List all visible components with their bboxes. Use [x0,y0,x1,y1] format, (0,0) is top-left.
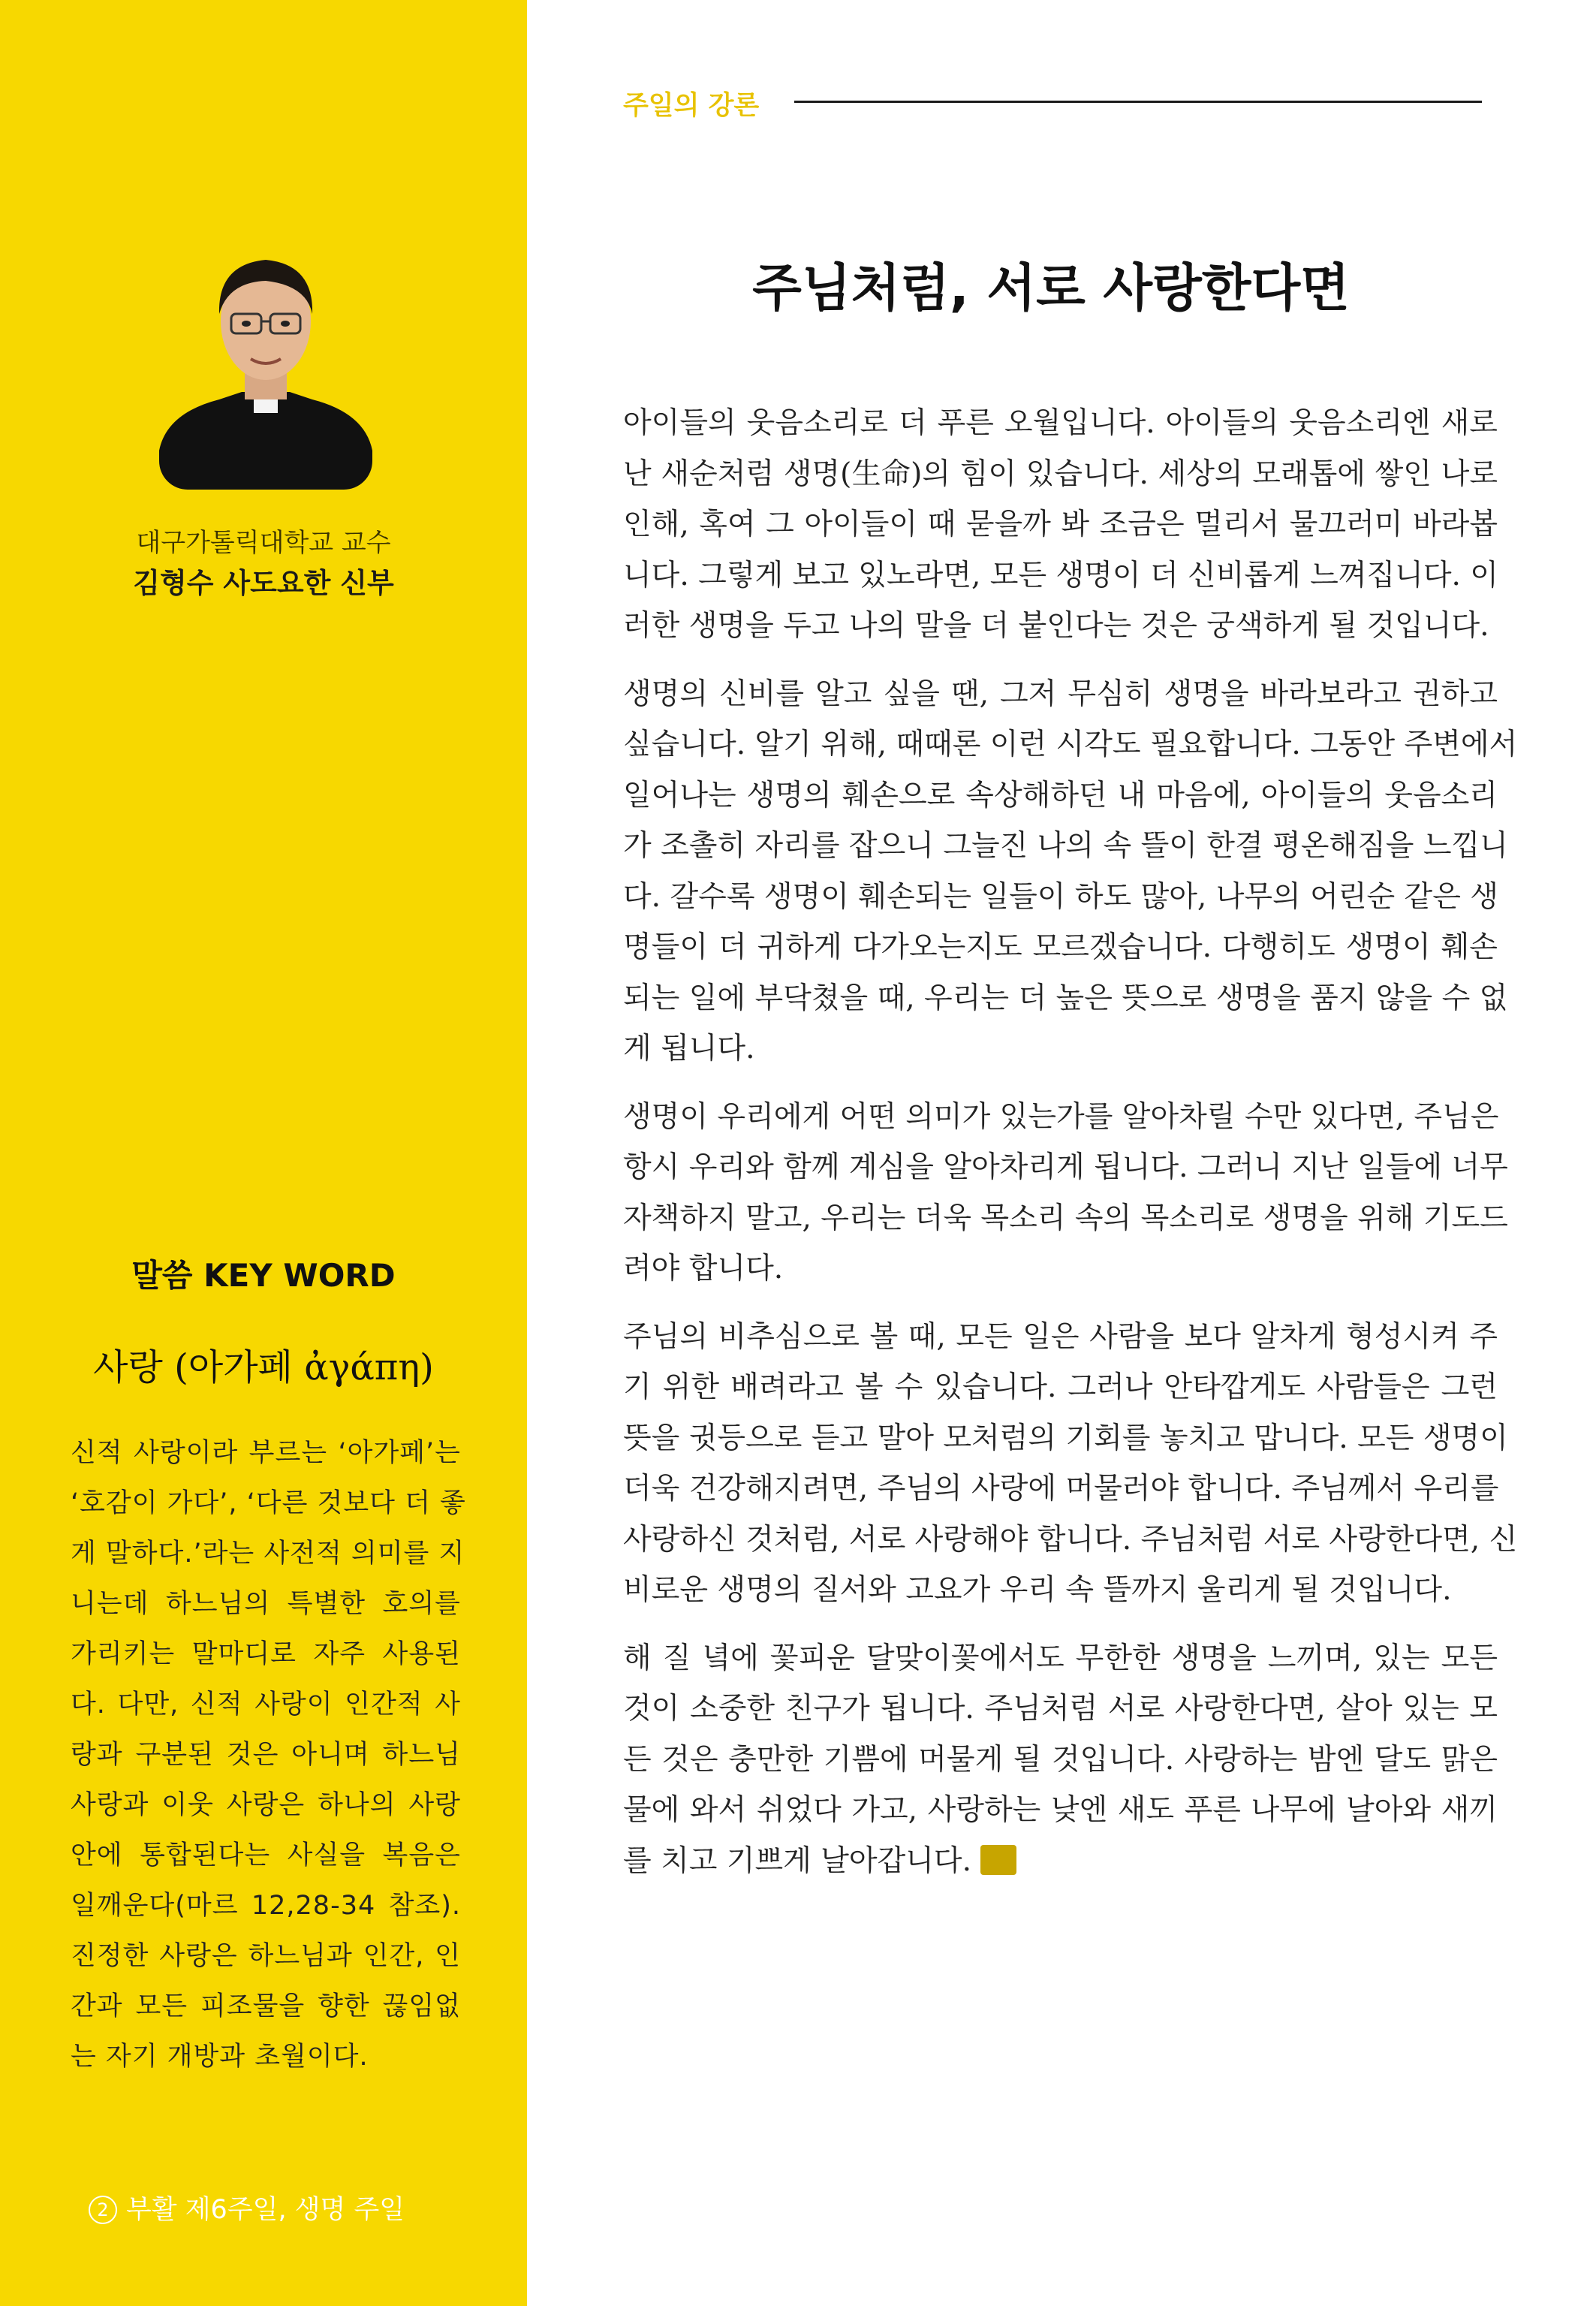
text-line: 든 것은 충만한 기쁨에 머물게 될 것입니다. 사랑하는 밤엔 달도 맑은 [623,1742,1498,1777]
paragraph [623,1633,1498,1887]
text-line: 생명의 신비를 알고 싶을 땐, 그저 무심히 생명을 바라보라고 권하고 [623,677,1498,711]
text-line [623,1836,1498,1887]
text-line: 일어나는 생명의 훼손으로 속상해하던 내 마음에, 아이들의 웃음소리 [623,778,1498,812]
text-line: 기 위한 배려라고 볼 수 있습니다. 그러나 안타깝게도 사람들은 그런 [623,1370,1498,1404]
text-line: 게 됩니다. [623,1032,755,1066]
paragraph [623,398,1498,652]
keyword-line: 안에 통합된다는 사실을 복음은 [71,1840,461,1870]
text-line: 더욱 건강해지려면, 주님의 사랑에 머물러야 합니다. 주님께서 우리를 [623,1472,1499,1506]
keyword-line: 일깨운다(마르 12,28-34 참조). [71,1891,461,1921]
issue-number: 2 [89,2196,117,2224]
keyword-line: 랑과 구분된 것은 아니며 하느님 [71,1740,461,1770]
keyword-line: 는 자기 개방과 초월이다. [71,2042,369,2072]
text-line: 것이 소중한 친구가 됩니다. 주님처럼 서로 사랑한다면, 살아 있는 모 [623,1692,1498,1726]
article-title: 주님처럼, 서로 사랑한다면 [752,259,1350,318]
keyword-line: 니는데 하느님의 특별한 호의를 [71,1589,461,1619]
text-line: 다. 갈수록 생명이 훼손되는 일들이 하도 많아, 나무의 어린순 같은 생 [623,879,1498,914]
text-line: 명들이 더 귀하게 다가오는지도 모르겠습니다. 다행히도 생명이 훼손 [623,930,1498,964]
end-mark-icon [980,1845,1016,1875]
text-line: 비로운 생명의 질서와 고요가 우리 속 뜰까지 울리게 될 것입니다. [623,1573,1452,1607]
keyword-line: 사랑과 이웃 사랑은 하나의 사랑 [71,1790,461,1820]
keyword-definition [71,1428,466,2082]
text-line: 려야 합니다. [623,1252,784,1286]
issue-footer [89,2189,405,2226]
section-divider [794,101,1482,103]
text-line: 아이들의 웃음소리로 더 푸른 오월입니다. 아이들의 웃음소리엔 새로 [623,406,1498,440]
keyword-line: 게 말하다.’라는 사전적 의미를 지 [71,1539,465,1569]
keyword-line: ‘호감이 가다’, ‘다른 것보다 더 좋 [71,1488,466,1518]
text-line: 해 질 녘에 꽃피운 달맞이꽃에서도 무한한 생명을 느끼며, 있는 모든 [623,1641,1498,1675]
text-line: 싶습니다. 알기 위해, 때때론 이런 시각도 필요합니다. 그동안 주변에서 [623,728,1518,761]
keyword-line: 가리키는 말마디로 자주 사용된 [71,1639,461,1669]
sidebar [0,0,527,2306]
section-label: 주일의 강론 [623,91,760,121]
text-line: 되는 일에 부닥쳤을 때, 우리는 더 높은 뜻으로 생명을 품지 않을 수 없 [623,981,1508,1015]
article-body [623,398,1518,1904]
text-line-content: 를 치고 기쁘게 날아갑니다. [623,1843,972,1878]
keyword-line: 진정한 사랑은 하느님과 인간, 인 [71,1941,461,1971]
text-line: 주님의 비추심으로 볼 때, 모든 일은 사람을 보다 알차게 형성시켜 주 [623,1319,1498,1354]
text-line: 자책하지 말고, 우리는 더욱 목소리 속의 목소리로 생명을 위해 기도드 [623,1201,1508,1235]
text-line: 인해, 혹여 그 아이들이 때 묻을까 봐 조금은 멀리서 물끄러미 바라봅 [623,508,1498,541]
text-line: 러한 생명을 두고 나의 말을 더 붙인다는 것은 궁색하게 될 것입니다. [623,609,1489,643]
keyword-heading: 말씀 KEY WORD [131,1257,396,1294]
keyword-line: 간과 모든 피조물을 향한 끊임없 [71,1991,461,2021]
author-photo-icon [159,225,372,490]
paragraph [623,1092,1508,1295]
author-affiliation: 대구가톨릭대학교 교수 [136,528,391,558]
text-line: 물에 와서 쉬었다 가고, 사랑하는 낮엔 새도 푸른 나무에 날아와 새끼 [623,1793,1498,1827]
text-line: 사랑하신 것처럼, 서로 사랑해야 합니다. 주님처럼 서로 사랑한다면, 신 [623,1522,1518,1557]
text-line: 항시 우리와 함께 계심을 알아차리게 됩니다. 그러니 지난 일들에 너무 [623,1150,1508,1184]
author-name: 김형수 사도요한 신부 [133,567,394,599]
author-portrait [159,225,372,490]
text-line: 니다. 그렇게 보고 있노라면, 모든 생명이 더 신비롭게 느껴집니다. 이 [623,558,1498,592]
paragraph [623,1312,1518,1616]
text-line: 가 조촐히 자리를 잡으니 그늘진 나의 속 뜰이 한결 평온해짐을 느낍니 [623,829,1508,863]
keyword-line: 신적 사랑이라 부르는 ‘아가페’는 [71,1438,461,1468]
text-line: 난 새순처럼 생명(生命)의 힘이 있습니다. 세상의 모래톱에 쌓인 나로 [623,457,1498,491]
issue-label: 부활 제6주일, 생명 주일 [126,2195,405,2225]
text-line: 뜻을 귓등으로 듣고 말아 모처럼의 기회를 놓치고 맙니다. 모든 생명이 [623,1421,1508,1455]
paragraph [623,669,1518,1075]
keyword-term: 사랑 (아가페 ἀγάπη) [93,1346,434,1388]
text-line: 생명이 우리에게 어떤 의미가 있는가를 알아차릴 수만 있다면, 주님은 [623,1099,1499,1134]
keyword-line: 다. 다만, 신적 사랑이 인간적 사 [71,1690,461,1720]
